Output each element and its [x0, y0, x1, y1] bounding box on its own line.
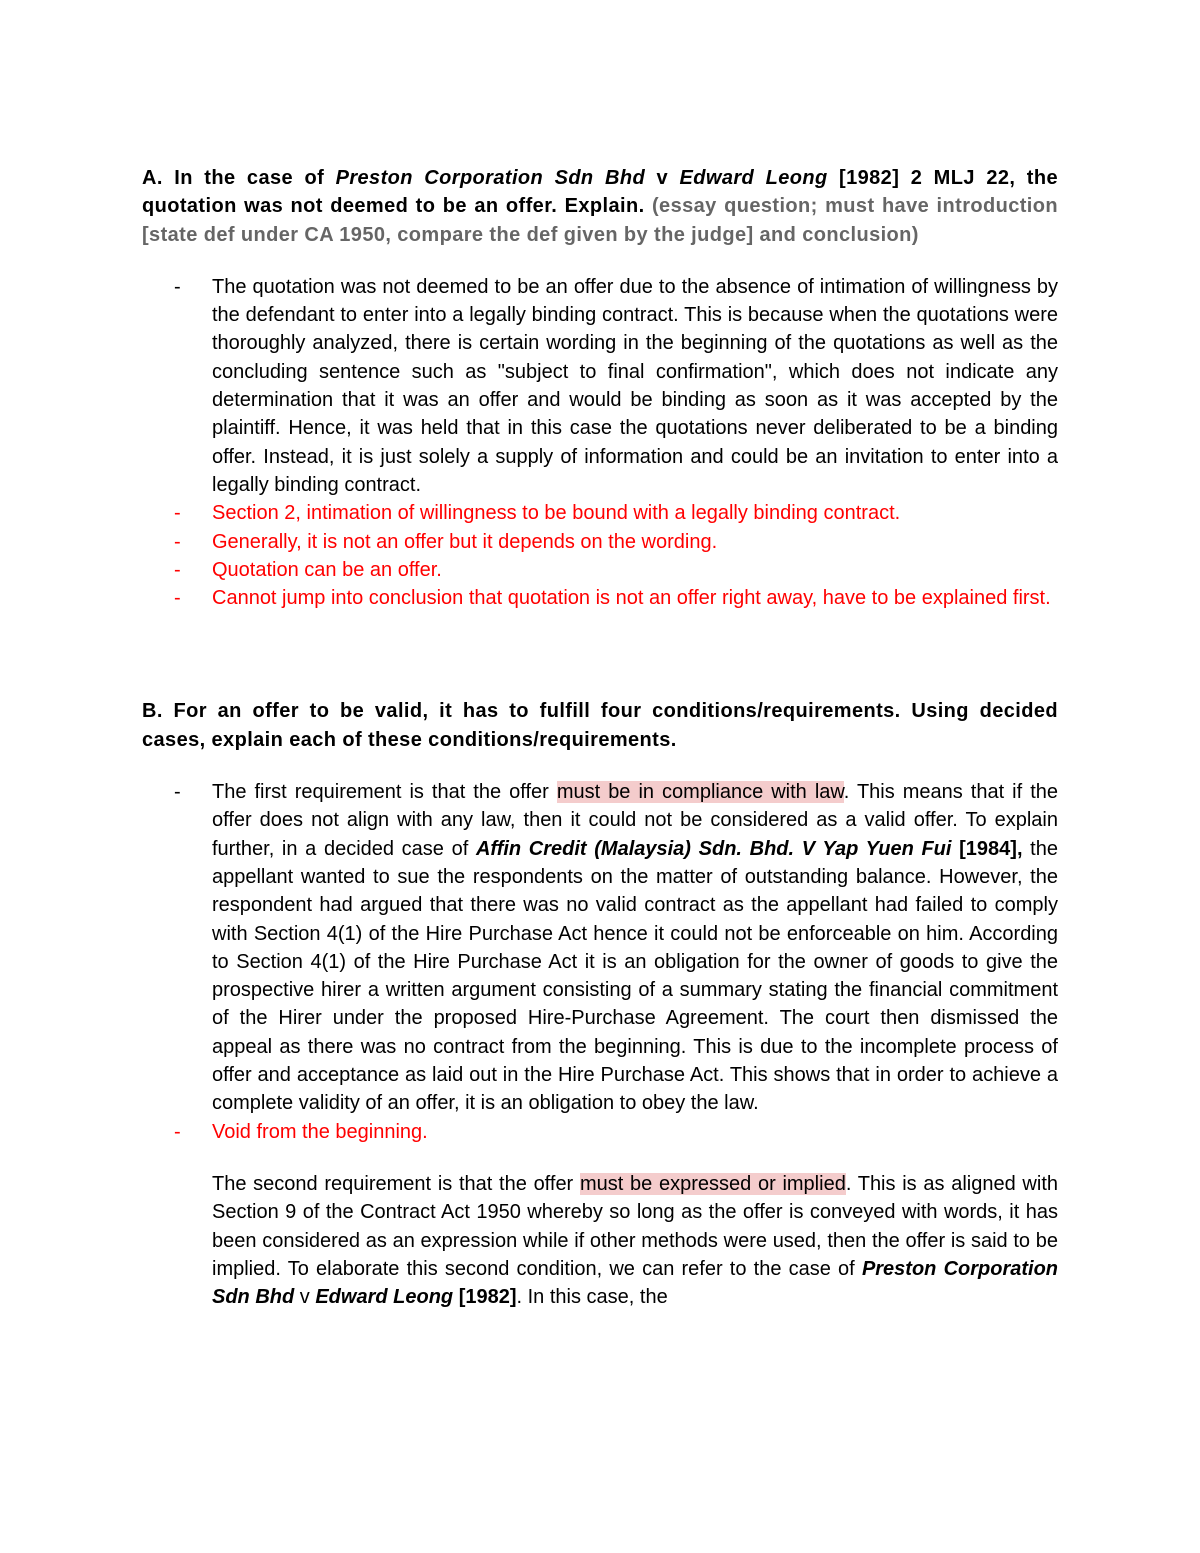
marker-note: Quotation can be an offer. [212, 558, 442, 581]
document-body [142, 164, 1058, 1311]
section-b [142, 697, 1058, 1311]
bullet-dash: - [174, 781, 181, 804]
bullet-dash: - [174, 1120, 181, 1143]
case-year: [1982] [458, 1286, 517, 1309]
list-item [142, 778, 1058, 1118]
answer-text: The quotation was not deemed to be an offer due to the absence of intimation of willingness by the defendant to enter into a legally binding contract. This is because when the quotations were thoroughly analyzed, there is certain wording in the beginning of the quotations as well as the concluding sentence such as "subject to final confirmation", which does not indicate any determination that it was an offer and would be binding as soon as it was accepted by the plaintiff. Hence, it was held that in this case the quotations never deliberated to be a binding offer. Instead, it is just solely a supply of information and could be an invitation to enter into a legally binding contract. [212, 275, 1058, 496]
list-item [142, 584, 1058, 612]
list-item [142, 528, 1058, 556]
marker-note: Void from the beginning. [212, 1120, 428, 1143]
bullet-dash: - [174, 275, 181, 298]
req1-text-mid: . This means that if the offer does not align with any law, then it could not be considered as a valid offer. To explain further, in a decided case of [212, 781, 1059, 860]
case-year: [1984], [959, 837, 1023, 860]
section-a [142, 164, 1058, 612]
question-text-post: [1982] 2 MLJ 22, the quotation was not deemed to be an offer. Explain. [142, 167, 1058, 218]
bullet-dash: - [174, 530, 181, 553]
section-b-question: B. For an offer to be valid, it has to fulfill four conditions/requirements. Using decided cases, explain each of these conditions/requirements. [142, 700, 1058, 751]
question-text-pre: In the case of [174, 167, 325, 189]
highlighted-text: must be in compliance with law [556, 781, 844, 804]
list-item [142, 499, 1058, 527]
case-name-party: Edward Leong [315, 1286, 454, 1309]
req2-paragraph [142, 1170, 1058, 1311]
marker-note: Section 2, intimation of willingness to be bound with a legally binding contract. [212, 502, 901, 525]
section-a-answers [142, 273, 1058, 613]
question-note: (essay question; must have introduction [state def under CA 1950, compare the def given by the judge] and conclusion) [142, 195, 1058, 246]
list-item [142, 1118, 1058, 1146]
case-name: Preston Corporation Sdn Bhd [212, 1257, 1059, 1309]
req1-text-pre: The first requirement is that the offer [212, 781, 549, 804]
section-a-letter: A. [142, 167, 163, 189]
list-item [142, 556, 1058, 584]
req2-text-post: . In this case, the [516, 1286, 668, 1309]
bullet-dash: - [174, 587, 181, 610]
bullet-dash: - [174, 558, 181, 581]
versus: v [656, 167, 669, 189]
marker-note: Cannot jump into conclusion that quotation is not an offer right away, have to be explained first. [212, 587, 1051, 610]
highlighted-text: must be expressed or implied [579, 1172, 846, 1195]
case-name: Affin Credit (Malaysia) Sdn. Bhd. V Yap Yuen Fui [475, 837, 952, 860]
list-item [142, 273, 1058, 499]
req2-text-mid: . This is as aligned with Section 9 of the Contract Act 1950 whereby so long as the offer is conveyed with words, it has been considered as an expression while if other methods were used, then the offer is said to be implied. To elaborate this second condition, we can refer to the case of [212, 1172, 1058, 1280]
case-name: Preston Corporation Sdn Bhd [335, 167, 646, 189]
section-b-answers [142, 778, 1058, 1146]
section-a-question [142, 164, 1058, 249]
versus: v [299, 1286, 310, 1309]
case-name-party: Edward Leong [679, 167, 828, 189]
marker-note: Generally, it is not an offer but it depends on the wording. [212, 530, 718, 553]
bullet-dash: - [174, 502, 181, 525]
req2-text-pre: The second requirement is that the offer [212, 1172, 574, 1195]
req1-text-post: the appellant wanted to sue the respondents on the matter of outstanding balance. However, the respondent had argued that there was no valid contract as the appellant had failed to comply with Section 4(1) of the Hire Purchase Act hence it could not be enforceable on him. According to Section 4(1) of the Hire Purchase Act it is an obligation for the owner of goods to give the prospective hirer a written argument consisting of a summary stating the financial commitment of the Hirer under the proposed Hire-Purchase Agreement. The court then dismissed the appeal as there was no contract from the beginning. This is due to the incomplete process of offer and acceptance as laid out in the Hire Purchase Act. This shows that in order to achieve a complete validity of an offer, it is an obligation to obey the law. [212, 837, 1058, 1115]
